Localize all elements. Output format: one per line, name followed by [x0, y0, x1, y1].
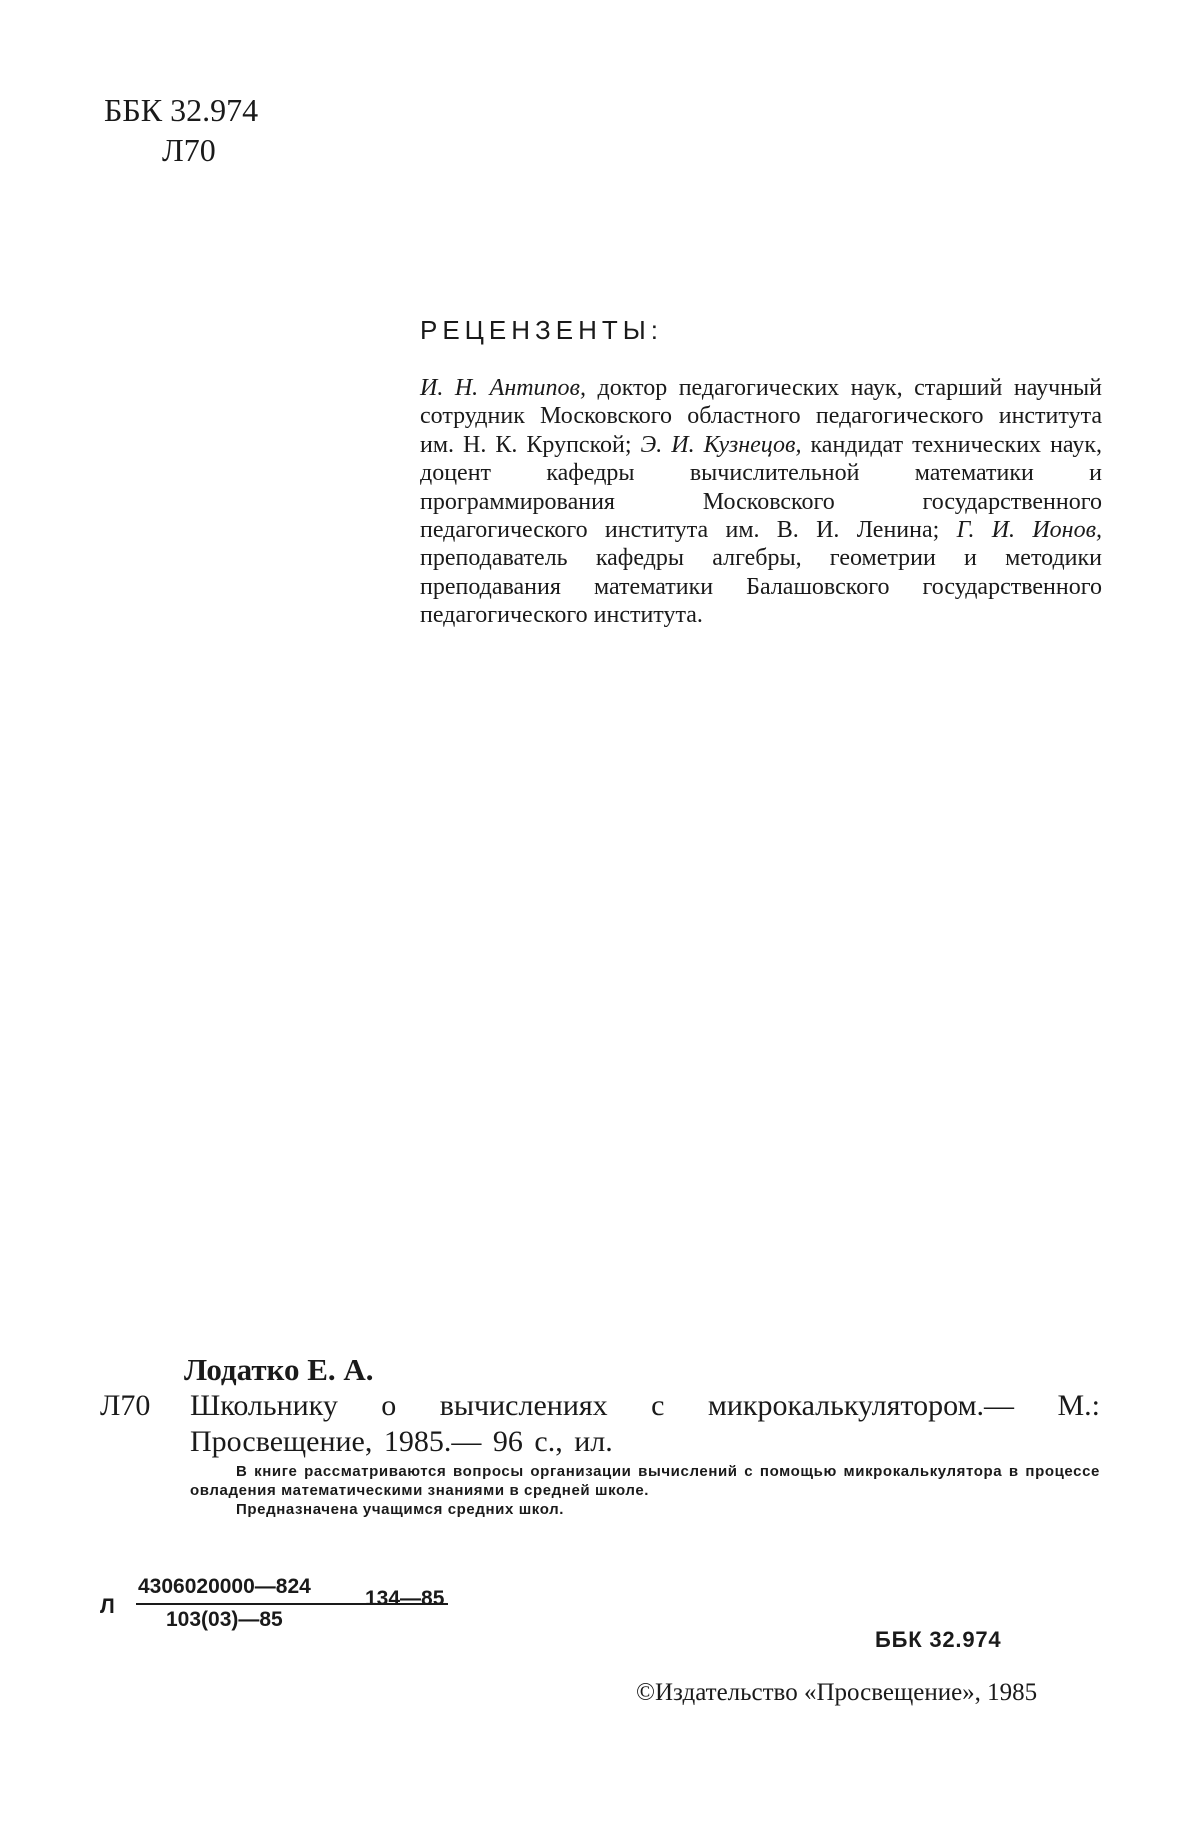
index-letter: Л	[100, 1595, 115, 1618]
reviewers-text	[420, 374, 1102, 630]
reviewer-description: преподаватель кафедры алгебры, геометрии и методики преподавания математики Балашовского государственного педагогического института.	[420, 545, 1102, 629]
bbk-classification-top	[104, 90, 258, 170]
card-author-mark: Л70	[100, 1389, 151, 1422]
card-author: Лодатко Е. А.	[184, 1352, 374, 1387]
abstract-paragraph: Предназначена учащимся средних школ.	[236, 1501, 564, 1518]
copyright-line: ©Издательство «Просвещение», 1985	[636, 1679, 1038, 1706]
author-mark-top: Л70	[162, 132, 216, 168]
card-title: Школьнику о вычислениях с микрокалькулятором.— М.: Просвещение, 1985.— 96 с., ил.	[190, 1389, 1100, 1458]
reviewers-section	[420, 315, 1102, 630]
bbk-code: ББК 32.974	[104, 92, 259, 128]
abstract-paragraph: В книге рассматриваются вопросы организации вычислений с помощью микрокалькулятора в процессе овладения математическими знаниями в средней школе.	[190, 1463, 1100, 1499]
reviewer-name: Э. И. Кузнецов,	[640, 431, 802, 458]
index-formula	[100, 1575, 520, 1645]
index-suffix: 134—85	[365, 1587, 445, 1610]
reviewer-description: доктор педагогических наук, старший научный сотрудник Московского областного педагогического института им. Н. К. Крупской;	[420, 375, 1103, 458]
reviewer-description: кандидат технических наук, доцент кафедры вычислительной математики и программирования Московского государственного педагогического института им. В. И. Ленина;	[420, 431, 1103, 544]
card-abstract	[190, 1462, 1100, 1519]
bbk-classification-bottom: ББК 32.974	[875, 1627, 1002, 1652]
reviewers-heading: РЕЦЕНЗЕНТЫ:	[420, 315, 663, 345]
reviewer-name: И. Н. Антипов,	[420, 375, 586, 401]
index-numerator: 4306020000—824	[138, 1575, 311, 1598]
index-denominator: 103(03)—85	[166, 1608, 283, 1631]
reviewer-name: Г. И. Ионов,	[956, 517, 1102, 544]
